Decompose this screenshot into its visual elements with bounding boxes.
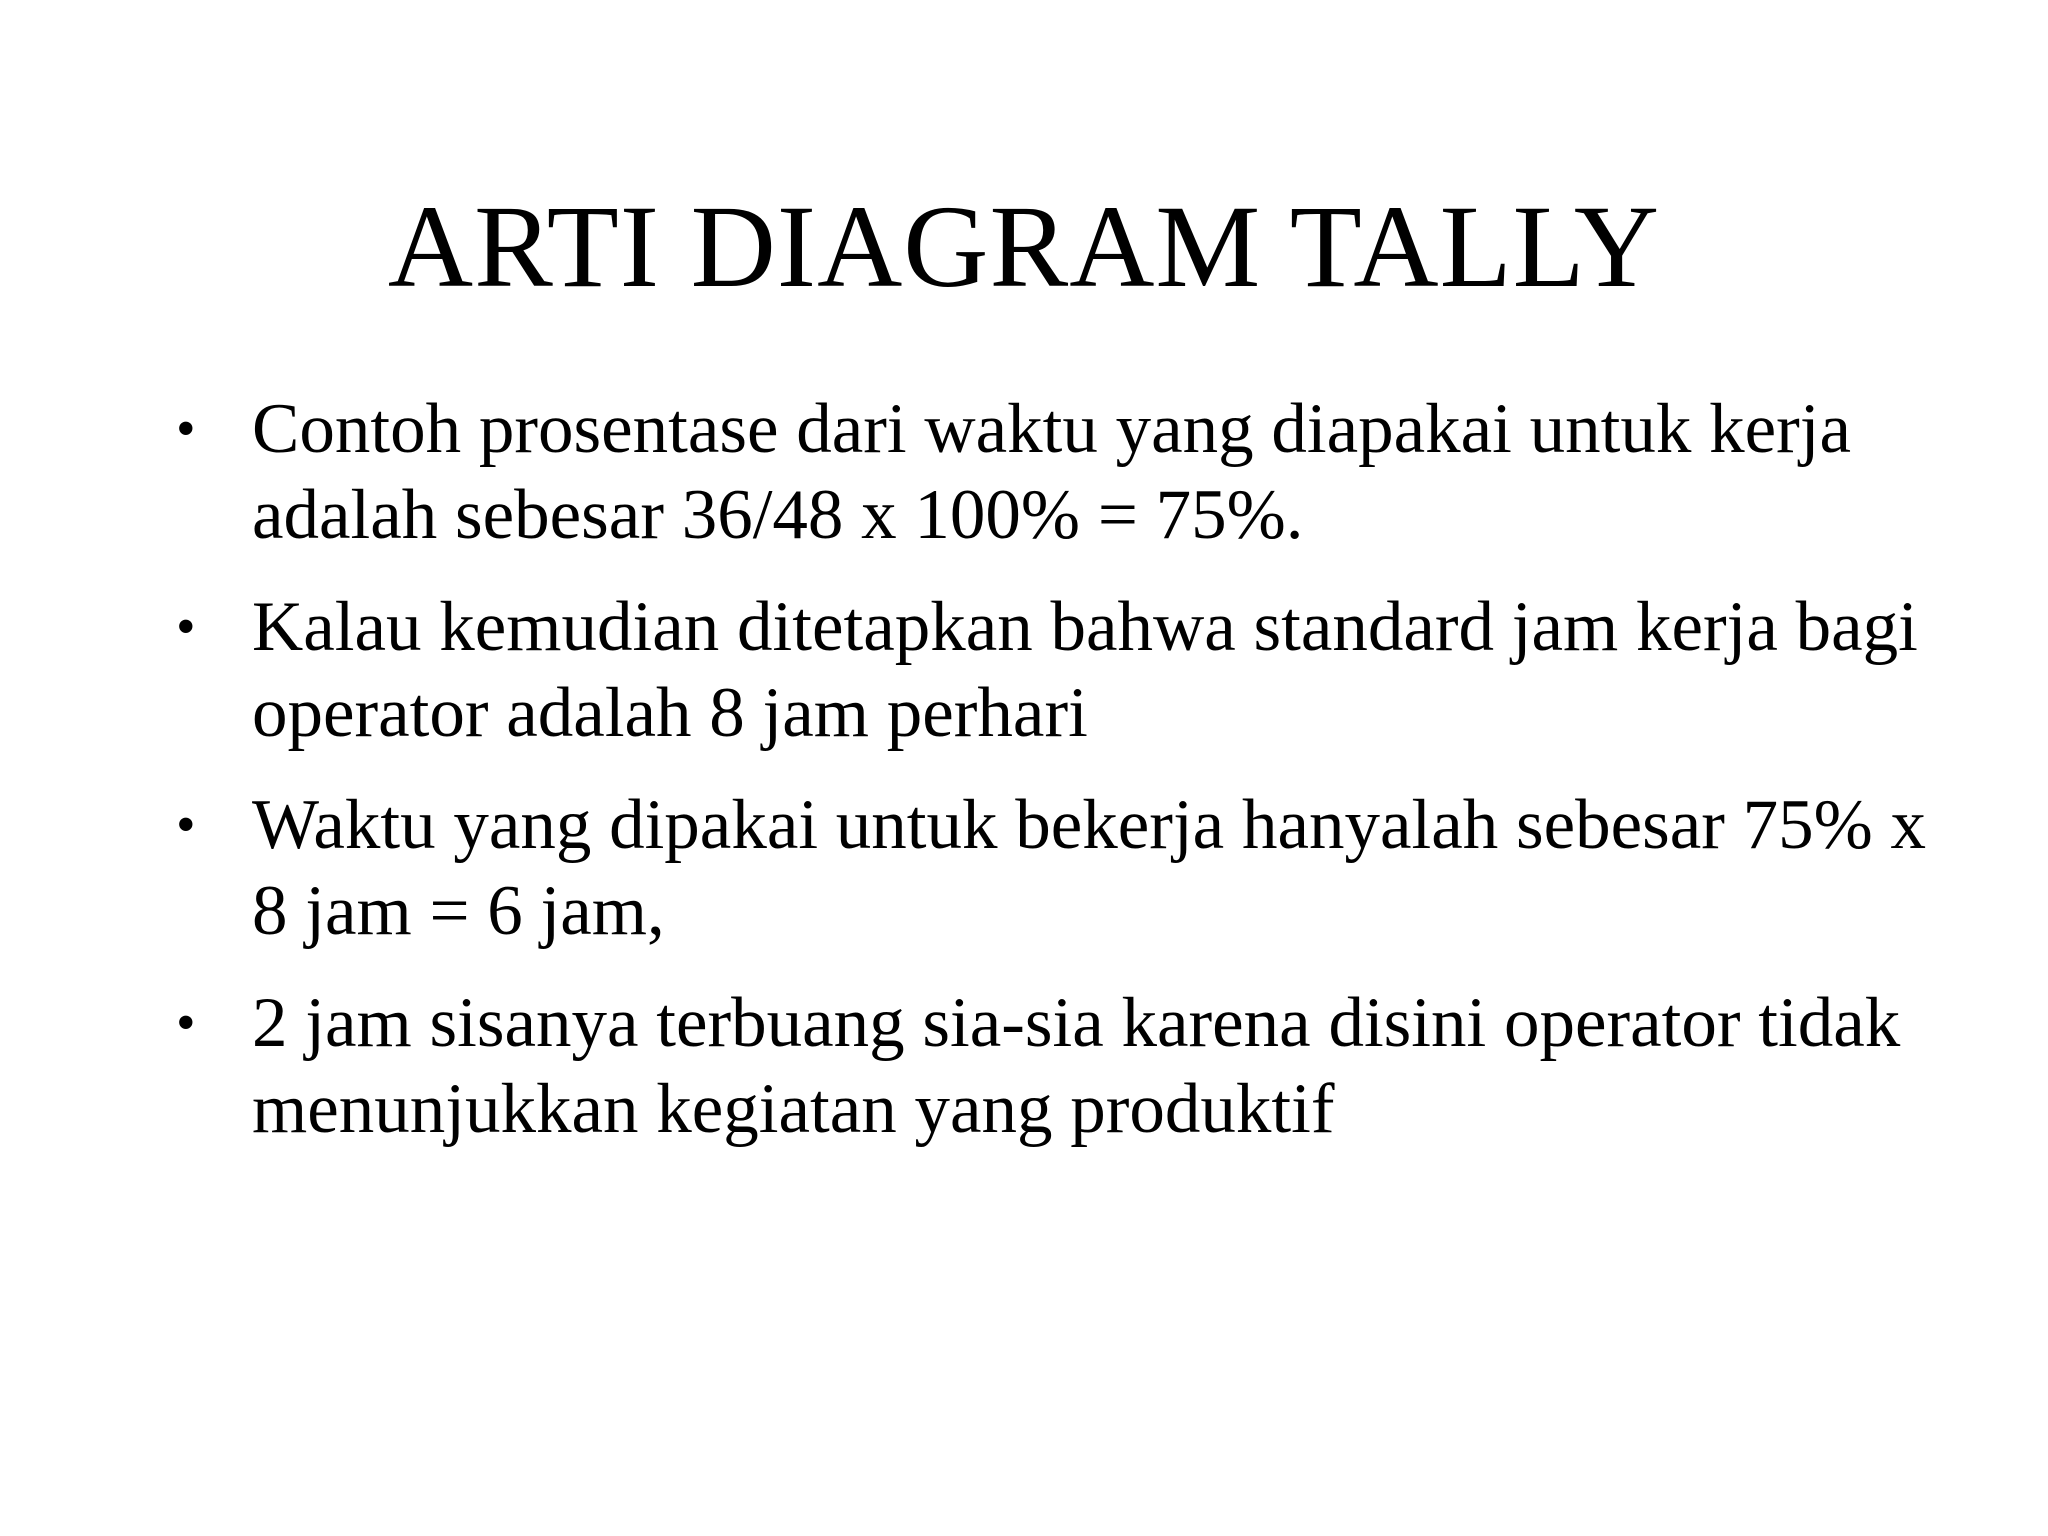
bullet-item [160, 584, 1960, 756]
bullet-item [160, 386, 1960, 558]
bullet-text: Waktu yang dipakai untuk bekerja hanyalah sebesar 75% x 8 jam = 6 jam, [252, 786, 1927, 950]
bullet-text: Contoh prosentase dari waktu yang diapakai untuk kerja adalah sebesar 36/48 x 100% = 75%. [252, 390, 1852, 554]
bullet-item [160, 980, 1960, 1152]
bullet-icon: • [176, 794, 196, 856]
bullet-icon: • [176, 992, 196, 1054]
bullet-list [160, 386, 1960, 1178]
bullet-icon: • [176, 398, 196, 460]
bullet-text: 2 jam sisanya terbuang sia-sia karena disini operator tidak menunjukkan kegiatan yang produktif [252, 984, 1901, 1148]
slide-title: ARTI DIAGRAM TALLY [387, 181, 1661, 312]
bullet-item [160, 782, 1960, 954]
bullet-icon: • [176, 596, 196, 658]
bullet-text: Kalau kemudian ditetapkan bahwa standard jam kerja bagi operator adalah 8 jam perhari [252, 588, 1918, 752]
